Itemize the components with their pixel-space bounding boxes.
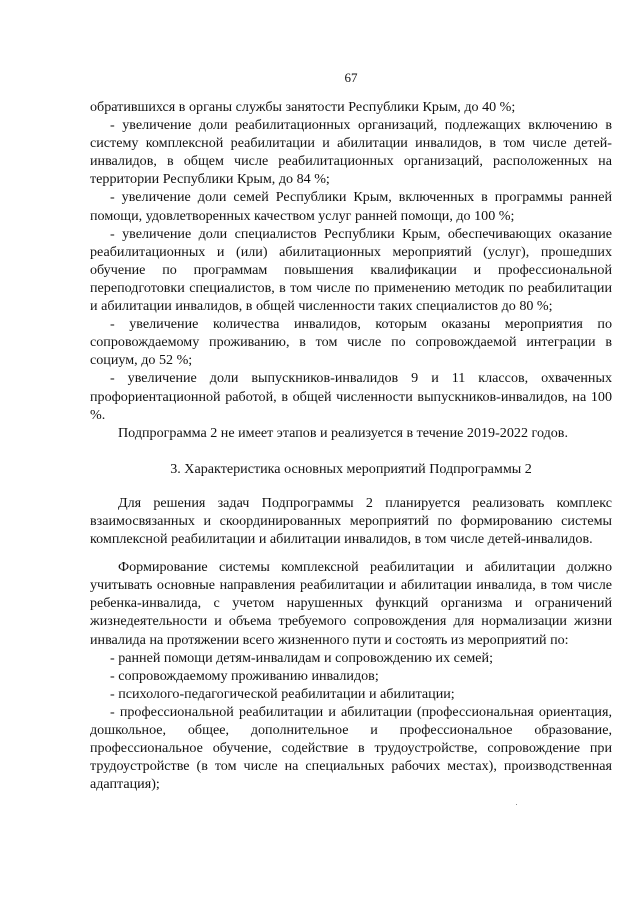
document-page xyxy=(90,70,612,793)
bullet-specialists-training: - увеличение доли специалистов Республики Крым, обеспечивающих оказание реабилитационных и (или) абилитационных мероприятий (услуг), прошедших обучение по программам повышения квалификации и профессиональной переподготовки специалистов, в том числе по применению методик по реабилитации и абилитации инвалидов, в общей численности таких специалистов до 80 %; xyxy=(90,225,612,315)
bullet-early-help-families: - увеличение доли семей Республики Крым, включенных в программы ранней помощи, удовлетворенных качеством услуг ранней помощи, до 100 %; xyxy=(90,189,612,224)
list-item-psycho-pedagogical: - психолого-педагогической реабилитации и абилитации; xyxy=(110,685,455,702)
page-number: 67 xyxy=(344,70,358,85)
list-item-early-help: - ранней помощи детям-инвалидам и сопровождению их семей; xyxy=(110,649,493,666)
scan-speck xyxy=(516,804,517,805)
stages-note: Подпрограмма 2 не имеет этапов и реализуется в течение 2019-2022 годов. xyxy=(118,424,568,441)
section-heading: 3. Характеристика основных мероприятий Подпрограммы 2 xyxy=(170,460,532,477)
paragraph-continuation: обратившихся в органы службы занятости Республики Крым, до 40 %; xyxy=(90,99,516,115)
paragraph-gap xyxy=(90,548,612,558)
bullet-rehab-organizations: - увеличение доли реабилитационных организаций, подлежащих включению в систему комплексной реабилитации и абилитации инвалидов, в том числе детей-инвалидов, в общем числе реабилитационных организаций, расположенных на территории Республики Крым, до 84 %; xyxy=(90,117,612,188)
bullet-graduates-career-guidance: - увеличение доли выпускников-инвалидов 9 и 11 классов, охваченных профориентационной работой, в общей численности выпускников-инвалидов, на 100 %. xyxy=(90,370,612,423)
paragraph-tasks: Для решения задач Подпрограммы 2 планируется реализовать комплекс взаимосвязанных и скоординированных мероприятий по формированию системы комплексной реабилитации и абилитации инвалидов, в том числе детей-инвалидов. xyxy=(90,494,612,548)
list-item-professional-rehab: - профессиональной реабилитации и абилитации (профессиональная ориентация, дошкольное, общее, дополнительное и профессиональное образование, профессиональное обучение, содействие в трудоустройстве, сопровождение при трудоустройстве (в том числе на специальных рабочих местах), производственная адаптация); xyxy=(90,703,612,793)
paragraph-system-formation: Формирование системы комплексной реабилитации и абилитации должно учитывать основные направления реабилитации и абилитации инвалида, в том числе ребенка-инвалида, с учетом нарушенных функций организма и ограничений жизнедеятельности и объема требуемого сопровождения для нормализации жизни инвалида на протяжении всего жизненного пути и состоять из мероприятий по: xyxy=(90,559,612,648)
bullet-supported-living: - увеличение количества инвалидов, которым оказаны мероприятия по сопровождаемому проживанию, в том числе по сопровождаемой интеграции в социум, до 52 %; xyxy=(90,316,612,369)
list-item-supported-living: - сопровождаемому проживанию инвалидов; xyxy=(110,667,379,684)
